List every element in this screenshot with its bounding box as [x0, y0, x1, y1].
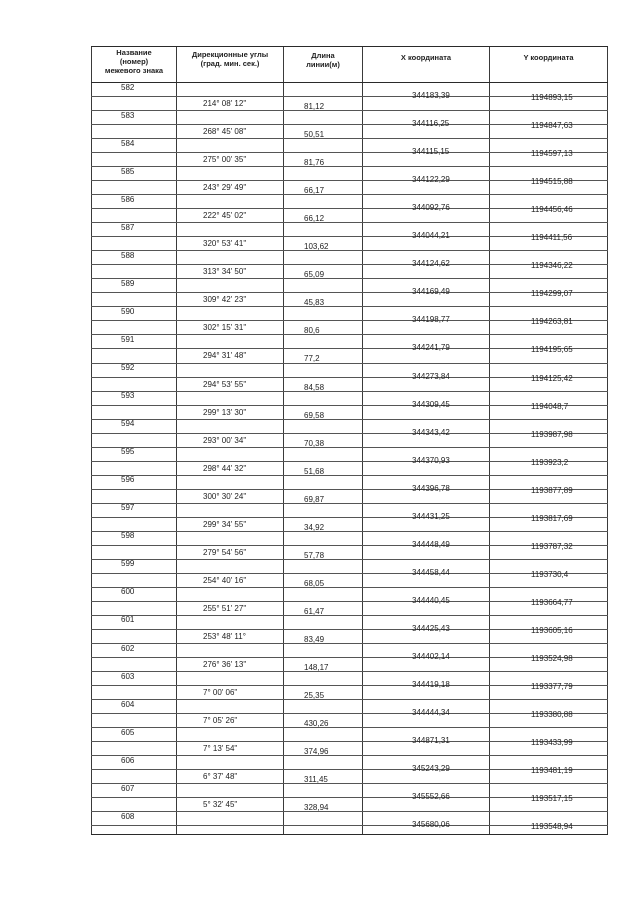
- y-coordinate: 1193380,88: [531, 710, 573, 720]
- x-coordinate: 344448,49: [412, 539, 450, 549]
- x-coordinate: 344122,29: [412, 175, 450, 185]
- direction-angle: 299° 13' 30": [203, 407, 247, 417]
- row-separator: [91, 419, 608, 420]
- point-number: 585: [121, 166, 135, 176]
- line-length: 65,09: [304, 270, 325, 280]
- line-length: 70,38: [304, 438, 325, 448]
- y-coordinate: 1193923,2: [531, 457, 569, 467]
- point-number: 595: [121, 447, 135, 457]
- y-coordinate: 1193877,89: [531, 485, 573, 495]
- x-coordinate: 344370,93: [412, 455, 450, 465]
- point-number: 582: [121, 82, 135, 92]
- direction-angle: 279° 54' 56": [203, 547, 247, 557]
- direction-angle: 275° 00' 35": [203, 155, 247, 165]
- line-length: 328,94: [304, 803, 329, 813]
- row-separator: [91, 334, 608, 335]
- row-separator: [91, 559, 608, 560]
- point-number: 586: [121, 194, 135, 204]
- y-coordinate: 1194515,88: [531, 177, 573, 187]
- line-length: 68,05: [304, 578, 325, 588]
- y-coordinate: 1194893,15: [531, 93, 573, 102]
- row-separator: [91, 475, 608, 476]
- x-coordinate: 344116,25: [412, 119, 450, 129]
- row-separator: [91, 166, 608, 167]
- x-coordinate: 344431,25: [412, 511, 450, 521]
- column-border: [283, 46, 284, 834]
- line-length: 81,76: [304, 158, 325, 168]
- point-number: 600: [121, 587, 135, 597]
- row-separator: [91, 671, 608, 672]
- row-separator: [91, 783, 608, 784]
- y-coordinate: 1194597,13: [531, 149, 573, 159]
- header-angle: [177, 50, 283, 86]
- y-coordinate: 1193481,19: [531, 766, 573, 776]
- x-coordinate: 345552,66: [412, 792, 450, 802]
- point-number: 583: [121, 110, 135, 120]
- line-length: 57,78: [304, 550, 325, 560]
- line-length: 148,17: [304, 663, 329, 673]
- x-coordinate: 344458,44: [412, 567, 450, 577]
- row-separator: [91, 531, 608, 532]
- line-length: 61,47: [304, 606, 325, 616]
- point-number: 587: [121, 222, 135, 232]
- direction-angle: 300° 30' 24": [203, 491, 247, 501]
- point-number: 593: [121, 391, 135, 401]
- line-length: 77,2: [304, 354, 320, 364]
- x-coordinate: 345243,29: [412, 764, 450, 774]
- point-number: 598: [121, 531, 135, 541]
- row-separator: [91, 643, 608, 644]
- header-x: Х координата: [400, 53, 452, 62]
- x-coordinate: 344444,34: [412, 708, 450, 718]
- column-border: [489, 46, 490, 834]
- line-length: 34,92: [304, 522, 325, 532]
- coordinates-table: [91, 46, 608, 834]
- row-separator: [91, 138, 608, 139]
- point-number: 591: [121, 334, 135, 344]
- direction-angle: 302° 15' 31": [203, 323, 247, 333]
- direction-angle: 313° 34' 50": [203, 267, 247, 277]
- point-number: 597: [121, 503, 135, 513]
- row-separator: [91, 250, 608, 251]
- header-name-line-2: (номер): [119, 57, 149, 66]
- direction-angle: 294° 53' 55": [203, 379, 247, 389]
- point-number: 607: [121, 783, 135, 793]
- direction-angle: 299° 34' 55": [203, 519, 247, 529]
- point-number: 594: [121, 419, 135, 429]
- line-length: 69,58: [304, 410, 325, 420]
- row-separator: [91, 503, 608, 504]
- point-number: 603: [121, 671, 135, 681]
- x-coordinate: 345680,06: [412, 820, 450, 830]
- header-bottom-border: [91, 82, 608, 83]
- x-coordinate: 344115,15: [412, 147, 450, 157]
- header-length-line-1: Длина: [311, 51, 335, 60]
- direction-angle: 7° 13' 54": [203, 744, 238, 754]
- y-coordinate: 1193377,79: [531, 682, 573, 692]
- point-number: 589: [121, 278, 135, 288]
- line-length: 374,96: [304, 747, 329, 757]
- row-separator: [91, 222, 608, 223]
- y-coordinate: 1194456,46: [531, 205, 573, 215]
- point-number: 602: [121, 643, 135, 653]
- point-number: 592: [121, 363, 135, 372]
- row-separator: [91, 363, 608, 364]
- direction-angle: 5° 32' 45": [203, 800, 238, 810]
- y-coordinate: 1193517,15: [531, 794, 573, 804]
- y-coordinate: 1193817,69: [531, 513, 573, 523]
- x-coordinate: 344309,45: [412, 399, 450, 409]
- x-coordinate: 344092,76: [412, 203, 450, 213]
- direction-angle: 294° 31' 48": [203, 351, 247, 361]
- row-separator: [91, 278, 608, 279]
- point-number: 590: [121, 306, 135, 316]
- y-coordinate: 1194411,56: [531, 233, 573, 243]
- line-length: 84,58: [304, 382, 325, 392]
- row-separator: [91, 755, 608, 756]
- table-bottom-border: [91, 834, 608, 835]
- point-number: 588: [121, 250, 135, 260]
- direction-angle: 268° 45' 08": [203, 127, 247, 137]
- row-separator: [91, 727, 608, 728]
- row-separator: [91, 110, 608, 111]
- x-coordinate: 344183,39: [412, 91, 450, 100]
- y-coordinate: 1194263,81: [531, 317, 573, 327]
- y-coordinate: 1193433,99: [531, 738, 573, 748]
- direction-angle: 293° 00' 34": [203, 435, 247, 445]
- column-border: [607, 46, 608, 834]
- x-coordinate: 344241,79: [412, 343, 450, 353]
- direction-angle: 320° 53' 41": [203, 239, 247, 249]
- line-length: 83,49: [304, 634, 325, 644]
- direction-angle: 7° 05' 26": [203, 716, 238, 726]
- point-number: 606: [121, 755, 135, 765]
- direction-angle: 255° 51' 27": [203, 603, 247, 613]
- header-y: Y координата: [523, 53, 574, 62]
- direction-angle: 298° 44' 32": [203, 463, 247, 473]
- direction-angle: 309° 42' 23": [203, 295, 247, 305]
- y-coordinate: 1194195,65: [531, 345, 573, 355]
- y-coordinate: 1193605,16: [531, 625, 573, 635]
- x-coordinate: 344124,62: [412, 259, 450, 269]
- point-number: 608: [121, 811, 135, 821]
- header-angle-line-2: (град. мин. сек.): [200, 59, 260, 68]
- line-length: 66,12: [304, 214, 325, 224]
- column-border: [91, 46, 92, 834]
- header-name: [93, 48, 175, 84]
- y-coordinate: 1193524,98: [531, 654, 573, 663]
- y-coordinate: 1194847,63: [531, 121, 573, 131]
- column-border: [362, 46, 363, 834]
- x-coordinate: 344440,45: [412, 595, 450, 605]
- y-coordinate: 1194048,7: [531, 401, 569, 411]
- direction-angle: 6° 37' 48": [203, 772, 238, 782]
- row-separator: [91, 811, 608, 812]
- point-number: 596: [121, 475, 135, 485]
- x-coordinate: 344273,84: [412, 371, 450, 381]
- x-coordinate: 344419,18: [412, 680, 450, 690]
- row-separator: [91, 587, 608, 588]
- y-coordinate: 1193987,98: [531, 429, 573, 439]
- y-coordinate: 1193664,77: [531, 597, 573, 607]
- direction-angle: 276° 36' 13": [203, 660, 247, 670]
- line-length: 51,68: [304, 466, 325, 476]
- direction-angle: 243° 29' 49": [203, 183, 247, 193]
- y-coordinate: 1193787,32: [531, 541, 573, 551]
- line-length: 66,17: [304, 186, 325, 196]
- table-top-border: [91, 46, 608, 47]
- header-name-line-1: Название: [116, 48, 152, 57]
- line-length: 81,12: [304, 102, 325, 112]
- x-coordinate: 344044,21: [412, 231, 450, 241]
- direction-angle: 222° 45' 02": [203, 211, 247, 221]
- direction-angle: 254° 40' 16": [203, 575, 247, 585]
- line-length: 103,62: [304, 242, 329, 252]
- row-separator: [91, 194, 608, 195]
- header-angle-line-1: Дирекционные углы: [191, 50, 269, 59]
- y-coordinate: 1194125,42: [531, 373, 573, 383]
- header-name-line-3: межевого знака: [104, 66, 164, 75]
- x-coordinate: 344198,77: [412, 315, 450, 325]
- point-number: 599: [121, 559, 135, 569]
- point-number: 605: [121, 727, 135, 737]
- point-number: 601: [121, 615, 135, 625]
- x-coordinate: 344425,43: [412, 623, 450, 633]
- y-coordinate: 1194299,07: [531, 289, 573, 299]
- row-separator: [91, 391, 608, 392]
- header-length-line-2: линии(м): [306, 60, 340, 69]
- row-separator: [91, 699, 608, 700]
- direction-angle: 214° 08' 12": [203, 99, 247, 109]
- line-length: 25,35: [304, 691, 325, 701]
- x-coordinate: 344343,42: [412, 427, 450, 437]
- point-number: 604: [121, 699, 135, 709]
- x-coordinate: 344169,49: [412, 287, 450, 297]
- x-coordinate: 344402,14: [412, 652, 450, 661]
- line-length: 69,87: [304, 494, 325, 504]
- column-border: [176, 46, 177, 834]
- y-coordinate: 1193730,4: [531, 569, 569, 579]
- direction-angle: 7° 00' 06": [203, 688, 238, 698]
- row-separator: [91, 447, 608, 448]
- row-separator: [91, 615, 608, 616]
- line-length: 80,6: [304, 326, 320, 336]
- x-coordinate: 344871,31: [412, 736, 450, 746]
- direction-angle: 253° 48' 11°: [203, 631, 246, 641]
- x-coordinate: 344396,78: [412, 483, 450, 493]
- line-length: 430,26: [304, 719, 329, 729]
- point-number: 584: [121, 138, 135, 148]
- row-separator: [91, 306, 608, 307]
- line-length: 45,83: [304, 298, 325, 308]
- line-length: 311,45: [304, 775, 328, 785]
- y-coordinate: 1193548,94: [531, 822, 573, 832]
- line-length: 50,51: [304, 130, 325, 140]
- y-coordinate: 1194346,22: [531, 261, 573, 271]
